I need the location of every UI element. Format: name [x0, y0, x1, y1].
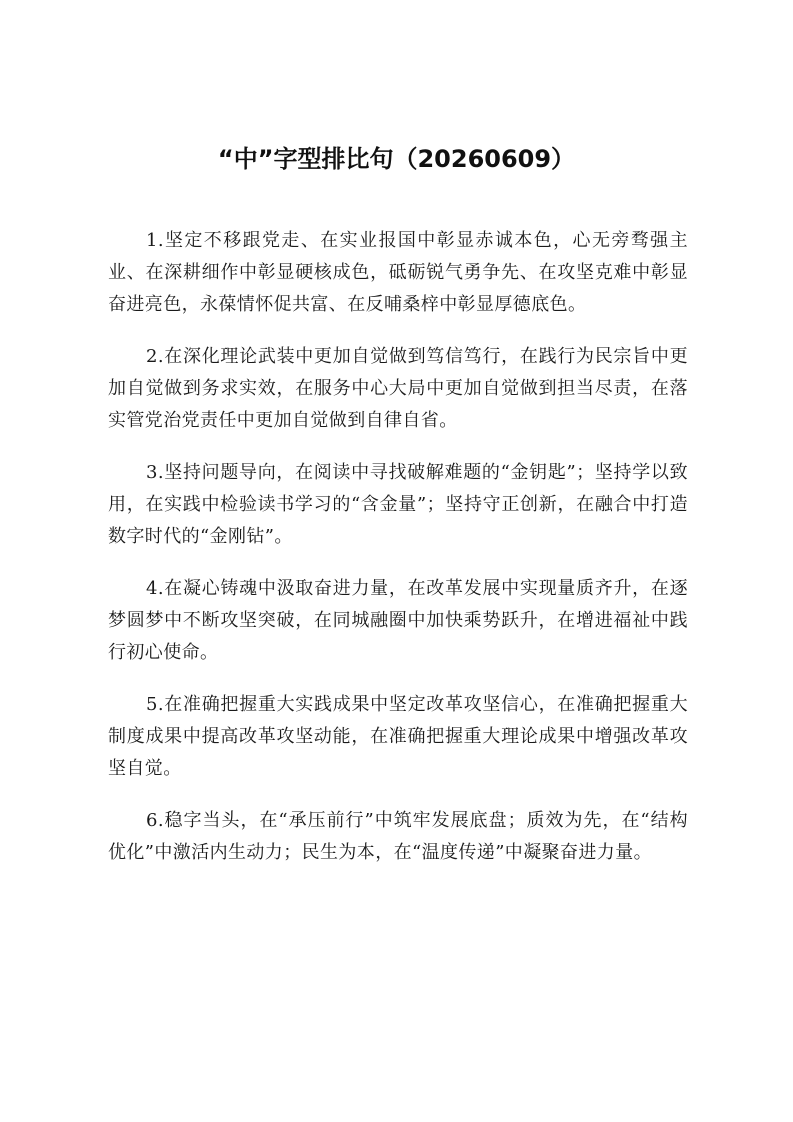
paragraph-1: 1.坚定不移跟党走、在实业报国中彰显赤诚本色，心无旁骛强主业、在深耕细作中彰显硬核成色，砥砺锐气勇争先、在攻坚克难中彰显奋进亮色，永葆情怀促共富、在反哺桑梓中彰显厚德底色。	[108, 230, 688, 315]
paragraph-3: 3.坚持问题导向，在阅读中寻找破解难题的“金钥匙”；坚持学以致用，在实践中检验读书学习的“含金量”；坚持守正创新，在融合中打造数字时代的“金刚钻”。	[108, 462, 688, 547]
paragraph-5: 5.在准确把握重大实践成果中坚定改革攻坚信心，在准确把握重大制度成果中提高改革攻坚动能，在准确把握重大理论成果中增强改革攻坚自觉。	[108, 694, 688, 779]
document-title: “中”字型排比句（20260609）	[217, 145, 576, 173]
paragraph-2: 2.在深化理论武装中更加自觉做到笃信笃行，在践行为民宗旨中更加自觉做到务求实效，在服务中心大局中更加自觉做到担当尽责，在落实管党治党责任中更加自觉做到自律自省。	[108, 346, 688, 431]
paragraph-6: 6.稳字当头，在“承压前行”中筑牢发展底盘；质效为先，在“结构优化”中激活内生动力；民生为本，在“温度传递”中凝聚奋进力量。	[108, 810, 688, 863]
document-body	[108, 225, 688, 889]
paragraph-4: 4.在凝心铸魂中汲取奋进力量，在改革发展中实现量质齐升，在逐梦圆梦中不断攻坚突破，在同城融圈中加快乘势跃升，在增进福祉中践行初心使命。	[108, 578, 688, 663]
